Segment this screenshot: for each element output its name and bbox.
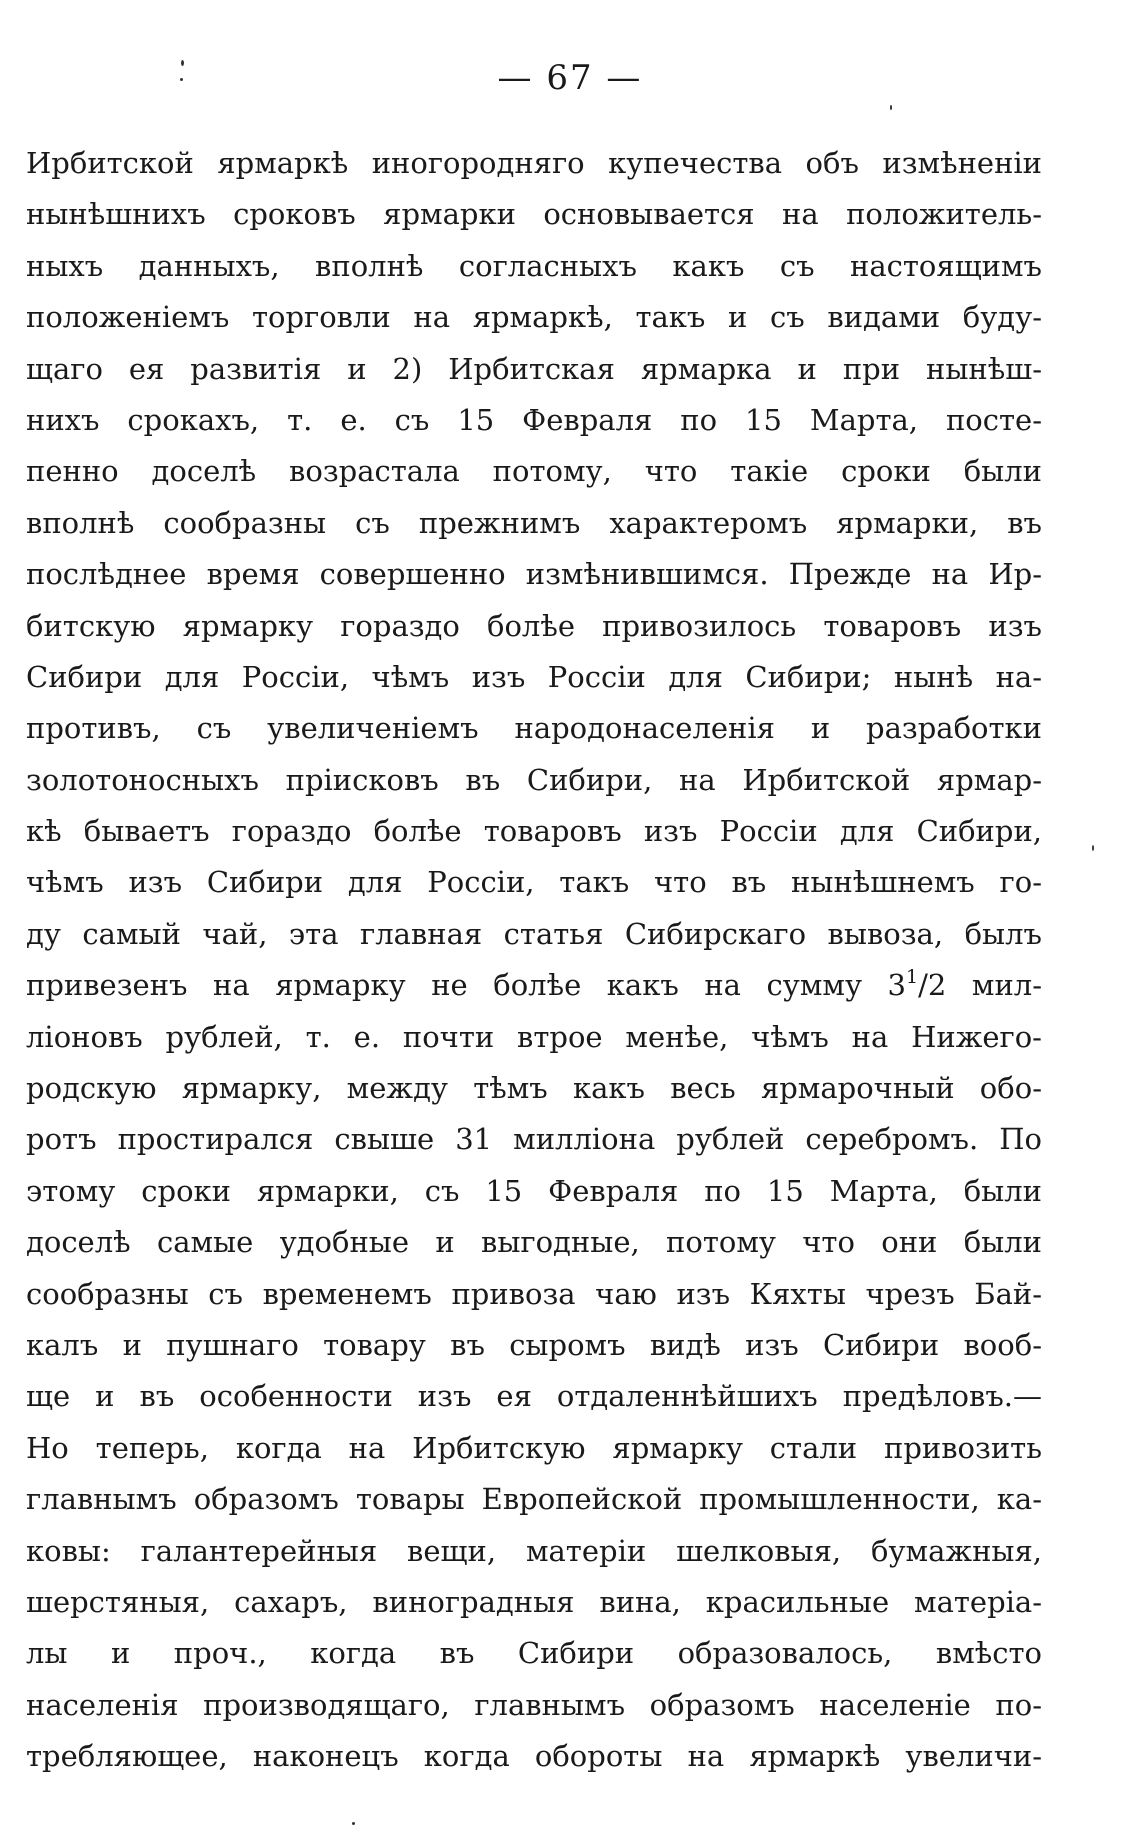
text-line: нихъ срокахъ, т. е. съ 15 Февраля по 15 Марта, посте- — [26, 402, 1042, 437]
text-line: требляющее, наконецъ когда обороты на ярмаркѣ увеличи- — [26, 1739, 1042, 1774]
text-line: пенно доселѣ возрастала потому, что такіе сроки были — [26, 454, 1042, 489]
text-line: положеніемъ торговли на ярмаркѣ, такъ и съ видами буду- — [26, 300, 1042, 335]
text-line: калъ и пушнаго товару въ сыромъ видѣ изъ Сибири вооб- — [26, 1327, 1042, 1362]
text-line: битскую ярмарку гораздо болѣе привозилось товаровъ изъ — [26, 608, 1042, 643]
text-line: Сибири для Россіи, чѣмъ изъ Россіи для Сибири; нынѣ на- — [26, 659, 1042, 694]
text-line: послѣднее время совершенно измѣнившимся. Прежде на Ир- — [26, 557, 1042, 592]
text-line: шерстяныя, сахаръ, виноградныя вина, красильные матеріа- — [26, 1584, 1042, 1619]
scan-speck — [352, 1822, 355, 1825]
text-line: кѣ бываетъ гораздо болѣе товаровъ изъ Россіи для Сибири, — [26, 814, 1042, 849]
fraction-numerator: 1 — [906, 966, 919, 989]
fraction-line-before: привезенъ на ярмарку не болѣе какъ на сумму 3 — [26, 968, 907, 1003]
text-line: сообразны съ временемъ привоза чаю изъ Кяхты чрезъ Бай- — [26, 1276, 1042, 1311]
text-line: Ирбитской ярмаркѣ иногородняго купечества объ измѣненіи — [26, 146, 1042, 180]
text-line: ліоновъ рублей, т. е. почти втрое менѣе, чѣмъ на Нижего- — [26, 1019, 1042, 1054]
text-line: противъ, съ увеличеніемъ народонаселенія и разработки — [26, 711, 1042, 746]
text-line: ныхъ данныхъ, вполнѣ согласныхъ какъ съ настоящимъ — [26, 248, 1042, 283]
fraction-line-after: /2 мил- — [918, 968, 1042, 1003]
scan-speck — [890, 105, 892, 110]
scan-speck — [1092, 845, 1094, 851]
text-line: этому сроки ярмарки, съ 15 Февраля по 15 Марта, были — [26, 1173, 1042, 1208]
scan-speck — [180, 78, 183, 81]
text-line: доселѣ самые удобные и выгодные, потому что они были — [26, 1225, 1042, 1260]
text-line: ду самый чай, эта главная статья Сибирскаго вывоза, былъ — [26, 916, 1042, 951]
scan-speck — [181, 60, 184, 66]
text-line: ротъ простирался свыше 31 милліона рублей серебромъ. По — [26, 1122, 1042, 1157]
text-line: главнымъ образомъ товары Европейской промышленности, ка- — [26, 1482, 1042, 1517]
text-line: золотоносныхъ пріисковъ въ Сибири, на Ирбитской ярмар- — [26, 762, 1042, 797]
text-line: нынѣшнихъ сроковъ ярмарки основывается на положитель- — [26, 197, 1042, 232]
text-line: вполнѣ сообразны съ прежнимъ характеромъ ярмарки, въ — [26, 505, 1042, 540]
text-line: ковы: галантерейныя вещи, матеріи шелковыя, бумажныя, — [26, 1533, 1042, 1568]
body-text — [26, 138, 1042, 1783]
text-line: щаго ея развитія и 2) Ирбитская ярмарка и при нынѣш- — [26, 351, 1042, 386]
page-number: — 67 — — [497, 58, 643, 98]
text-line-with-fraction — [26, 960, 1042, 1011]
text-line: лы и проч., когда въ Сибири образовалось, вмѣсто — [26, 1636, 1042, 1671]
text-line: населенія производящаго, главнымъ образомъ населеніе по- — [26, 1687, 1042, 1722]
text-line: родскую ярмарку, между тѣмъ какъ весь ярмарочный обо- — [26, 1071, 1042, 1106]
text-line: чѣмъ изъ Сибири для Россіи, такъ что въ нынѣшнемъ го- — [26, 865, 1042, 900]
text-line: ще и въ особенности изъ ея отдаленнѣйшихъ предѣловъ.— — [26, 1379, 1042, 1414]
text-line: Но теперь, когда на Ирбитскую ярмарку стали привозить — [26, 1430, 1042, 1465]
